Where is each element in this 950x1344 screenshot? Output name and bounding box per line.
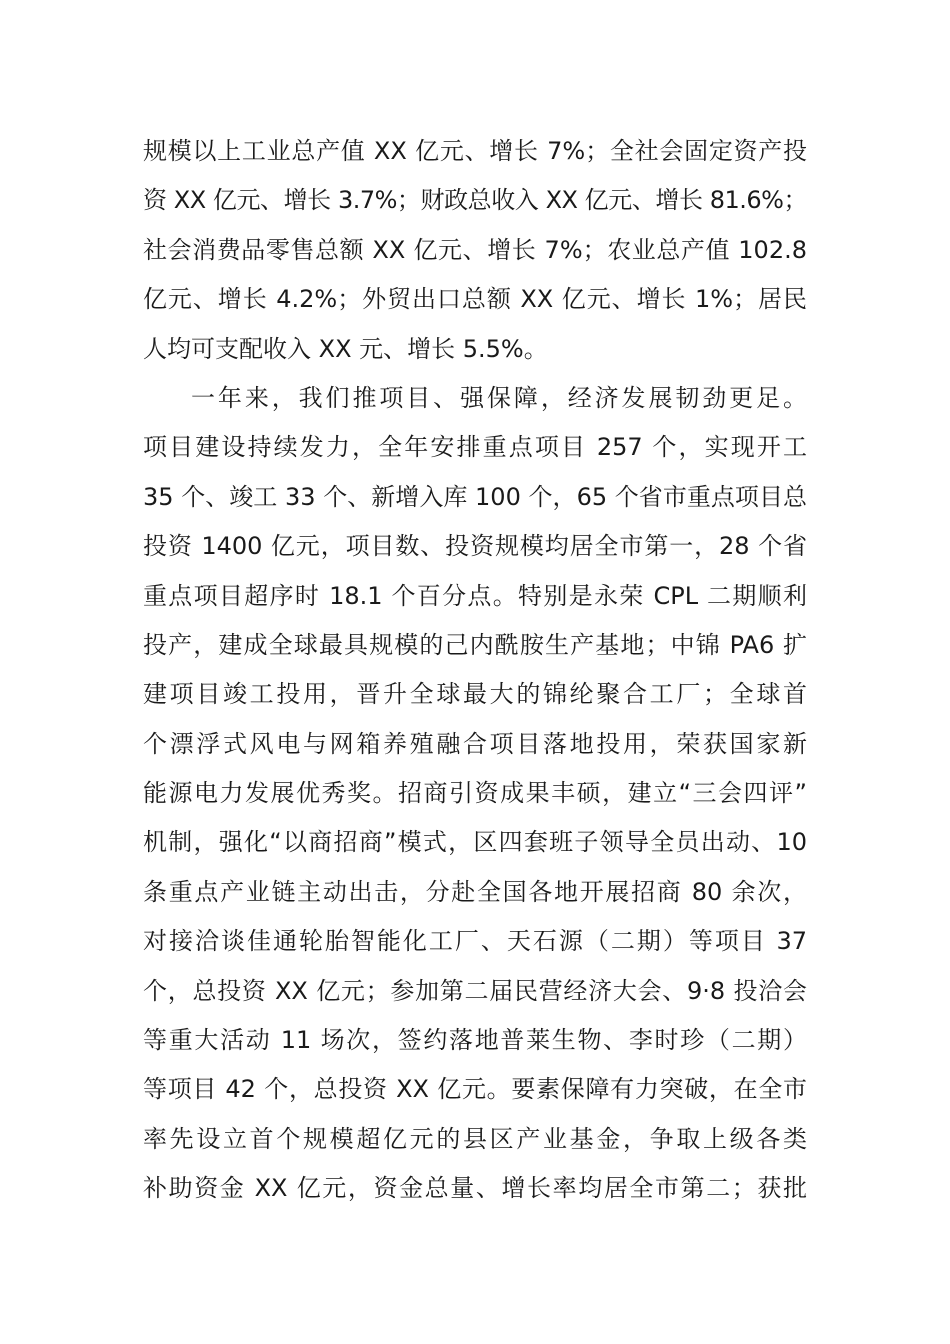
paragraph-line: 率先设立首个规模超亿元的县区产业基金，争取上级各类 <box>143 1124 807 1153</box>
paragraph-1 <box>143 127 807 374</box>
paragraph-line: 个漂浮式风电与网箱养殖融合项目落地投用，荣获国家新 <box>143 729 807 758</box>
paragraph-line: 项目建设持续发力，全年安排重点项目 257 个，实现开工 <box>143 433 807 462</box>
paragraph-line: 投产，建成全球最具规模的己内酰胺生产基地；中锦 PA6 扩 <box>143 630 807 659</box>
paragraph-line: 亿元、增长 4.2%；外贸出口总额 XX 亿元、增长 1%；居民 <box>143 285 807 314</box>
paragraph-line: 建项目竣工投用，晋升全球最大的锦纶聚合工厂；全球首 <box>143 680 807 709</box>
paragraph-line: 投资 1400 亿元，项目数、投资规模均居全市第一，28 个省 <box>143 532 807 561</box>
paragraph-line: 等重大活动 11 场次，签约落地普莱生物、李时珍（二期） <box>143 1026 807 1055</box>
paragraph-line: 人均可支配收入 XX 元、增长 5.5%。 <box>143 334 548 363</box>
paragraph-line: 重点项目超序时 18.1 个百分点。特别是永荣 CPL 二期顺利 <box>143 581 807 610</box>
paragraph-line: 对接洽谈佳通轮胎智能化工厂、天石源（二期）等项目 37 <box>143 927 807 956</box>
paragraph-line: 一年来，我们推项目、强保障，经济发展韧劲更足。 <box>191 383 807 412</box>
paragraph-line: 资 XX 亿元、增长 3.7%；财政总收入 XX 亿元、增长 81.6%； <box>143 186 807 215</box>
body-text <box>143 127 807 1214</box>
paragraph-2 <box>143 374 807 1214</box>
paragraph-line: 等项目 42 个，总投资 XX 亿元。要素保障有力突破，在全市 <box>143 1075 807 1104</box>
paragraph-line: 个，总投资 XX 亿元；参加第二届民营经济大会、9·8 投洽会 <box>143 976 807 1005</box>
paragraph-line: 补助资金 XX 亿元，资金总量、增长率均居全市第二；获批 <box>143 1174 807 1203</box>
paragraph-line: 条重点产业链主动出击，分赴全国各地开展招商 80 余次， <box>143 877 807 906</box>
paragraph-line: 能源电力发展优秀奖。招商引资成果丰硕，建立“三会四评” <box>143 779 807 808</box>
paragraph-line: 社会消费品零售总额 XX 亿元、增长 7%；农业总产值 102.8 <box>143 235 807 264</box>
paragraph-line: 35 个、竣工 33 个、新增入库 100 个，65 个省市重点项目总 <box>143 482 807 511</box>
paragraph-line: 机制，强化“以商招商”模式，区四套班子领导全员出动、10 <box>143 828 807 857</box>
paragraph-line: 规模以上工业总产值 XX 亿元、增长 7%；全社会固定资产投 <box>143 137 807 165</box>
